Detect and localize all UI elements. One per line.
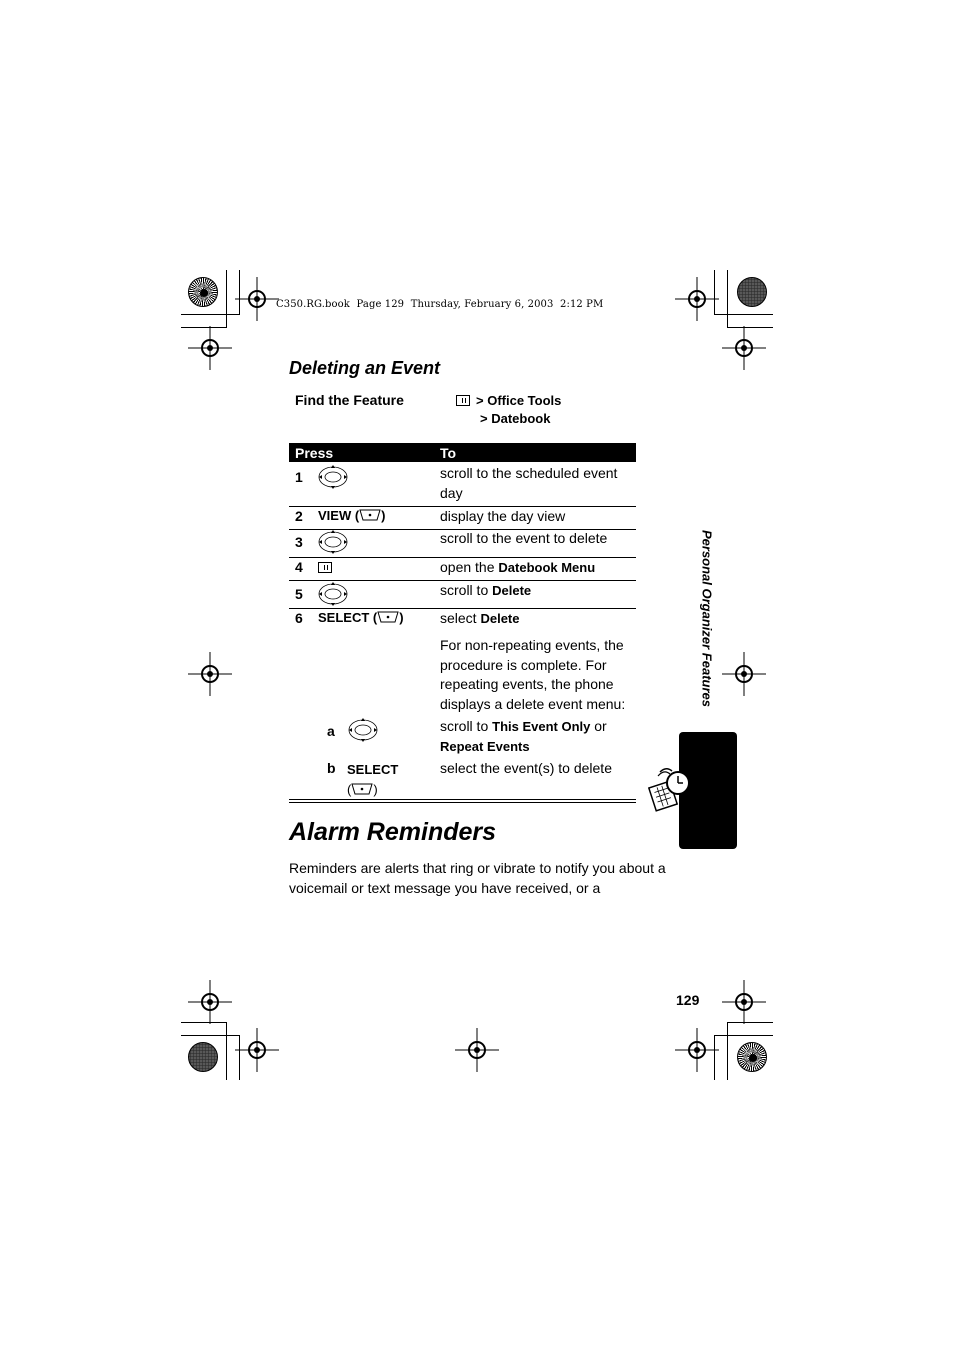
registration-rosette-icon (737, 1042, 767, 1072)
step-description: scroll to Delete (440, 582, 532, 598)
press-instruction: SELECT ( ) (347, 762, 399, 797)
menu-key-icon (456, 395, 470, 406)
chapter-side-label: Personal Organizer Features (699, 529, 715, 707)
step-number: 1 (295, 469, 303, 485)
crosshair-target-icon (722, 326, 766, 370)
step-description: scroll to This Event Only or Repeat Events (440, 718, 607, 754)
nav-key-icon (348, 717, 378, 746)
print-header-stamp: C350.RG.book Page 129 Thursday, February 6, 2003 2:12 PM (276, 299, 604, 310)
soft-key-icon (359, 509, 381, 521)
step-description: display the day view (440, 508, 566, 524)
step-description: select Delete (440, 610, 520, 626)
registration-rosette-icon (188, 1042, 218, 1072)
step-number: 4 (295, 559, 303, 575)
nav-key-icon (318, 529, 348, 558)
feature-path (456, 392, 561, 428)
section-title: Deleting an Event (289, 358, 441, 378)
feature-path-step: > Office Tools (456, 392, 561, 410)
soft-key-icon (351, 783, 373, 795)
find-feature-label: Find the Feature (295, 392, 404, 408)
substep-label: b (327, 760, 336, 776)
chapter-section-title: Alarm Reminders (289, 818, 497, 846)
substep-label: a (327, 723, 335, 739)
crosshair-target-icon (188, 652, 232, 696)
menu-key-icon (318, 562, 332, 573)
procedure-table (289, 443, 636, 797)
page-number: 129 (676, 992, 700, 1008)
organizer-icon (648, 766, 694, 816)
step-description: scroll to the event to delete (440, 530, 608, 546)
column-header-press: Press (295, 445, 334, 461)
crosshair-target-icon (675, 1028, 719, 1072)
press-instruction: SELECT ( ) (318, 610, 404, 625)
column-header-to: To (440, 445, 457, 461)
nav-key-icon (318, 581, 348, 610)
press-instruction: VIEW ( ) (318, 508, 386, 523)
step-number: 5 (295, 586, 303, 602)
registration-rosette-icon (737, 277, 767, 307)
crosshair-target-icon (675, 277, 719, 321)
crosshair-target-icon (722, 980, 766, 1024)
step-note: For non-repeating events, the procedure is complete. For repeating events, the phone displays a delete event menu: (440, 637, 626, 712)
registration-rosette-icon (188, 277, 218, 307)
crosshair-target-icon (235, 277, 279, 321)
press-instruction (318, 560, 338, 575)
crosshair-target-icon (188, 980, 232, 1024)
step-description: open the Datebook Menu (440, 559, 596, 575)
crosshair-target-icon (188, 326, 232, 370)
step-number: 3 (295, 534, 303, 550)
nav-key-icon (318, 464, 348, 493)
soft-key-icon (377, 611, 399, 623)
step-description: scroll to the scheduled event day (440, 465, 618, 501)
crosshair-target-icon (235, 1028, 279, 1072)
step-description: select the event(s) to delete (440, 760, 612, 776)
feature-path-step: > Datebook (480, 411, 551, 426)
step-number: 2 (295, 508, 303, 524)
table-header (289, 443, 636, 462)
body-paragraph: Reminders are alerts that ring or vibrate to notify you about a voicemail or text message you have received, or a (289, 860, 666, 896)
crosshair-target-icon (722, 652, 766, 696)
step-number: 6 (295, 610, 303, 626)
crosshair-target-icon (455, 1028, 499, 1072)
